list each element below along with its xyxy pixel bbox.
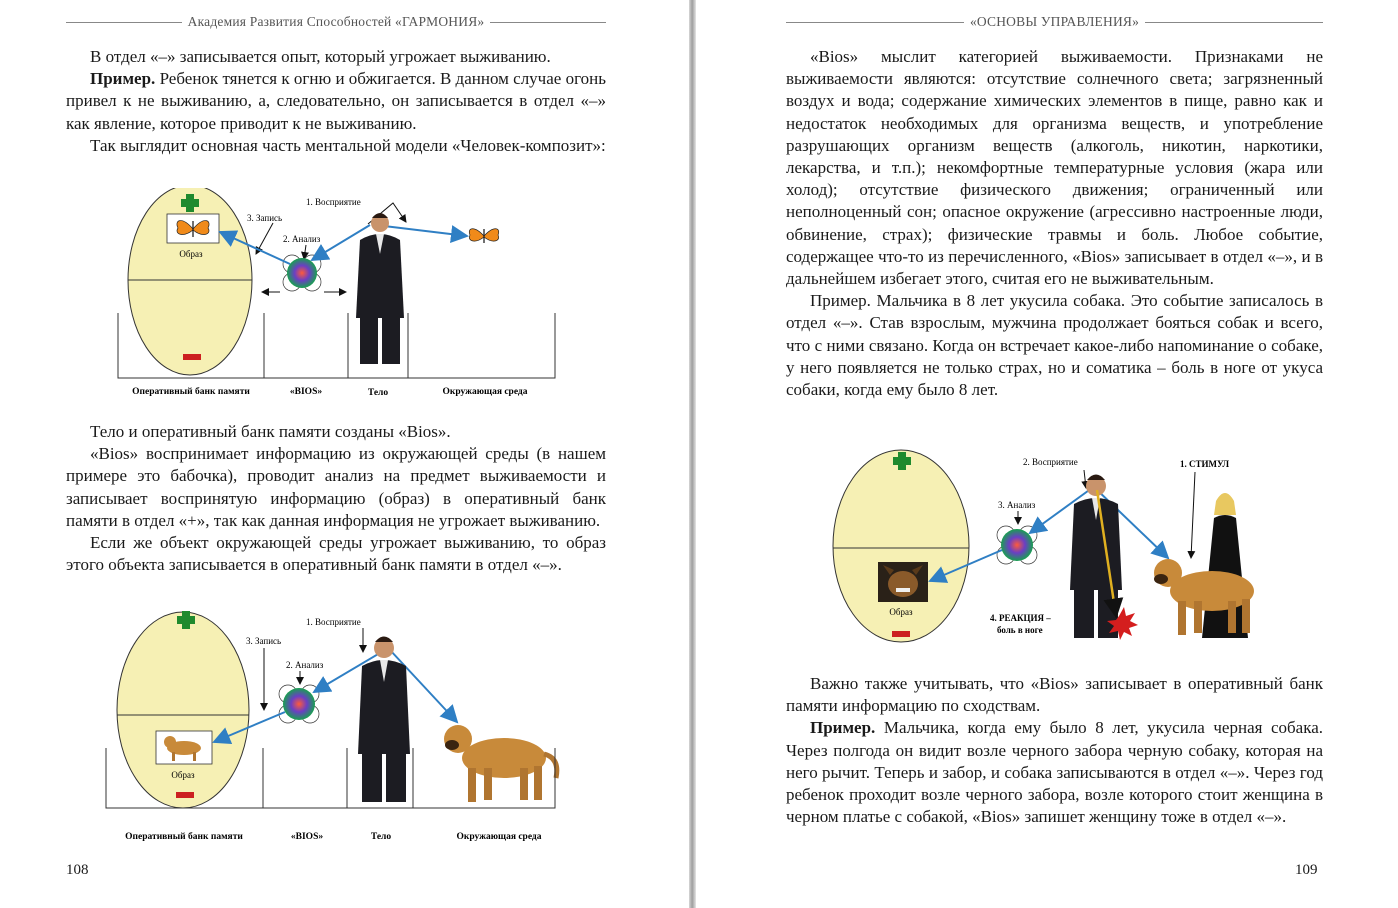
dog-icon: [444, 725, 557, 802]
paragraph-text: Мальчика, когда ему было 8 лет, укусила черная собака. Через полгода он видит возле черного забора черную собаку, которая на него рычит. Теперь и забор, и собака записываются в отдел «‒». Через год ребенок проходит возле черного забора, возле которого стоит женщина в черном платье с собакой, «Bios» запишет женщину тоже в отдел «‒».: [786, 718, 1323, 827]
right-header-text: «ОСНОВЫ УПРАВЛЕНИЯ»: [969, 14, 1140, 29]
paragraph-text: Если же объект окружающей среды угрожает выживанию, то образ этого объекта записывается в оперативный банк памяти в отдел «‒».: [66, 533, 606, 575]
right-text-top: [786, 46, 1323, 401]
book-spine: [689, 0, 696, 908]
analysis-ball-icon: [283, 255, 321, 291]
reaction-label-line2: боль в ноге: [997, 625, 1043, 635]
paragraph-text: Важно также учитывать, что «Bios» записывает в оперативный банк памяти информацию по сходствам.: [786, 674, 1323, 716]
label-memory-bank: Оперативный банк памяти: [125, 832, 243, 842]
paragraph-text: Ребенок тянется к огню и обжигается. В данном случае огонь привел к не выживанию, а, следовательно, он записывается в отдел «‒» как явление, которое приводит к не выживанию.: [66, 69, 606, 133]
paragraph-text: В отдел «‒» записывается опыт, который угрожает выживанию.: [90, 47, 551, 66]
stimulus-label: 1. СТИМУЛ: [1180, 459, 1230, 469]
perception-label: 1. Восприятие: [306, 617, 361, 627]
paragraph: [786, 673, 1323, 717]
analysis-ball-icon: [279, 685, 319, 723]
label-memory-bank: Оперативный банк памяти: [132, 387, 250, 397]
butterfly-icon: [177, 221, 209, 237]
paragraph: [66, 135, 606, 157]
right-page: [696, 0, 1398, 908]
paragraph-text: Тело и оперативный банк памяти созданы «Bios».: [90, 422, 451, 441]
paragraph: [786, 46, 1323, 290]
paragraph: [66, 68, 606, 135]
label-bios: «BIOS»: [289, 387, 323, 397]
label-bios: «BIOS»: [290, 832, 324, 842]
left-text-middle: [66, 421, 606, 576]
paragraph: [66, 46, 606, 68]
label-body: Тело: [367, 388, 389, 398]
image-label: Образ: [889, 607, 913, 617]
angry-dog-image-icon: [878, 562, 928, 602]
minus-icon: [176, 792, 194, 798]
reaction-label-line1: 4. РЕАКЦИЯ –: [990, 613, 1051, 623]
right-running-header: [786, 14, 1323, 30]
diagram-stimulus-reaction: [830, 446, 1280, 646]
page-number-left: 108: [66, 862, 89, 878]
butterfly-env-icon: [469, 229, 498, 243]
perception-label: 1. Восприятие: [306, 197, 361, 207]
paragraph: [786, 717, 1323, 828]
minus-icon: [892, 631, 910, 637]
record-label: 3. Запись: [246, 636, 282, 646]
analysis-label: 2. Анализ: [283, 234, 321, 244]
left-running-header: [66, 14, 606, 30]
right-text-bottom: [786, 673, 1323, 828]
paragraph-bold-lead: Пример.: [810, 718, 876, 738]
label-body: Тело: [370, 832, 392, 842]
diagram-dog: [100, 608, 560, 848]
left-header-text: Академия Развития Способностей «ГАРМОНИЯ»: [187, 14, 485, 29]
paragraph: [66, 443, 606, 532]
paragraph: [66, 532, 606, 576]
diagram-butterfly: [110, 188, 560, 403]
analysis-label: 2. Анализ: [286, 660, 324, 670]
page-number-right: 109: [1295, 862, 1318, 878]
analysis-label: 3. Анализ: [998, 500, 1036, 510]
paragraph-text: Так выглядит основная часть ментальной модели «Человек-композит»:: [90, 135, 606, 155]
paragraph-text: «Bios» мыслит категорией выживаемости. Признаками не выживаемости являются: отсутствие солнечного света; загрязненный воздух и вода; содержание химических элементов в пище, равно как и недостаток необходимых для организма веществ, и употребление разрушающих организм веществ (алкоголь, никотин, наркотики, лекарства, и т.п.); некомфортные температурные условия (жара или холод); отсутствие физического движения; ограниченный или неполноценный сон; опасное окружение (агрессивно настроенные люди, обвинение, страх); физические травмы и боль. Любое событие, содержащее что-то из перечисленного, «Bios» записывает в отдел «‒», и в дальнейшем избегает этого, считая его не выживательным.: [786, 47, 1323, 289]
left-page: [0, 0, 689, 908]
label-environment: Окружающая среда: [442, 387, 528, 397]
minus-icon: [183, 354, 201, 360]
man-figure: [356, 213, 404, 364]
image-label: Образ: [171, 770, 195, 780]
perception-label: 2. Восприятие: [1023, 457, 1078, 467]
woman-figure: [1202, 493, 1248, 638]
paragraph: [786, 290, 1323, 401]
paragraph-bold-lead: Пример.: [90, 69, 156, 89]
paragraph-text: «Bios» воспринимает информацию из окружающей среды (в нашем примере это бабочка), проводит анализ на предмет выживаемости и записывает воспринятую информацию (образ) в оперативный банк памяти в отдел «+», так как данная информация не угрожает выживанию.: [66, 444, 606, 530]
paragraph: [66, 421, 606, 443]
left-text-top: [66, 46, 606, 157]
image-label: Образ: [179, 249, 203, 259]
label-environment: Окружающая среда: [456, 832, 542, 842]
record-label: 3. Запись: [247, 213, 283, 223]
paragraph-text: Пример. Мальчика в 8 лет укусила собака. Это событие записалось в отдел «‒». Став взрослым, мужчина продолжает бояться собак и всего, что с ними связано. Когда он встречает какое-либо напоминание о собаке, у него появляется не только страх, но и соматика – боль в ноге от укуса собаки, когда ему было 8 лет.: [786, 291, 1323, 400]
